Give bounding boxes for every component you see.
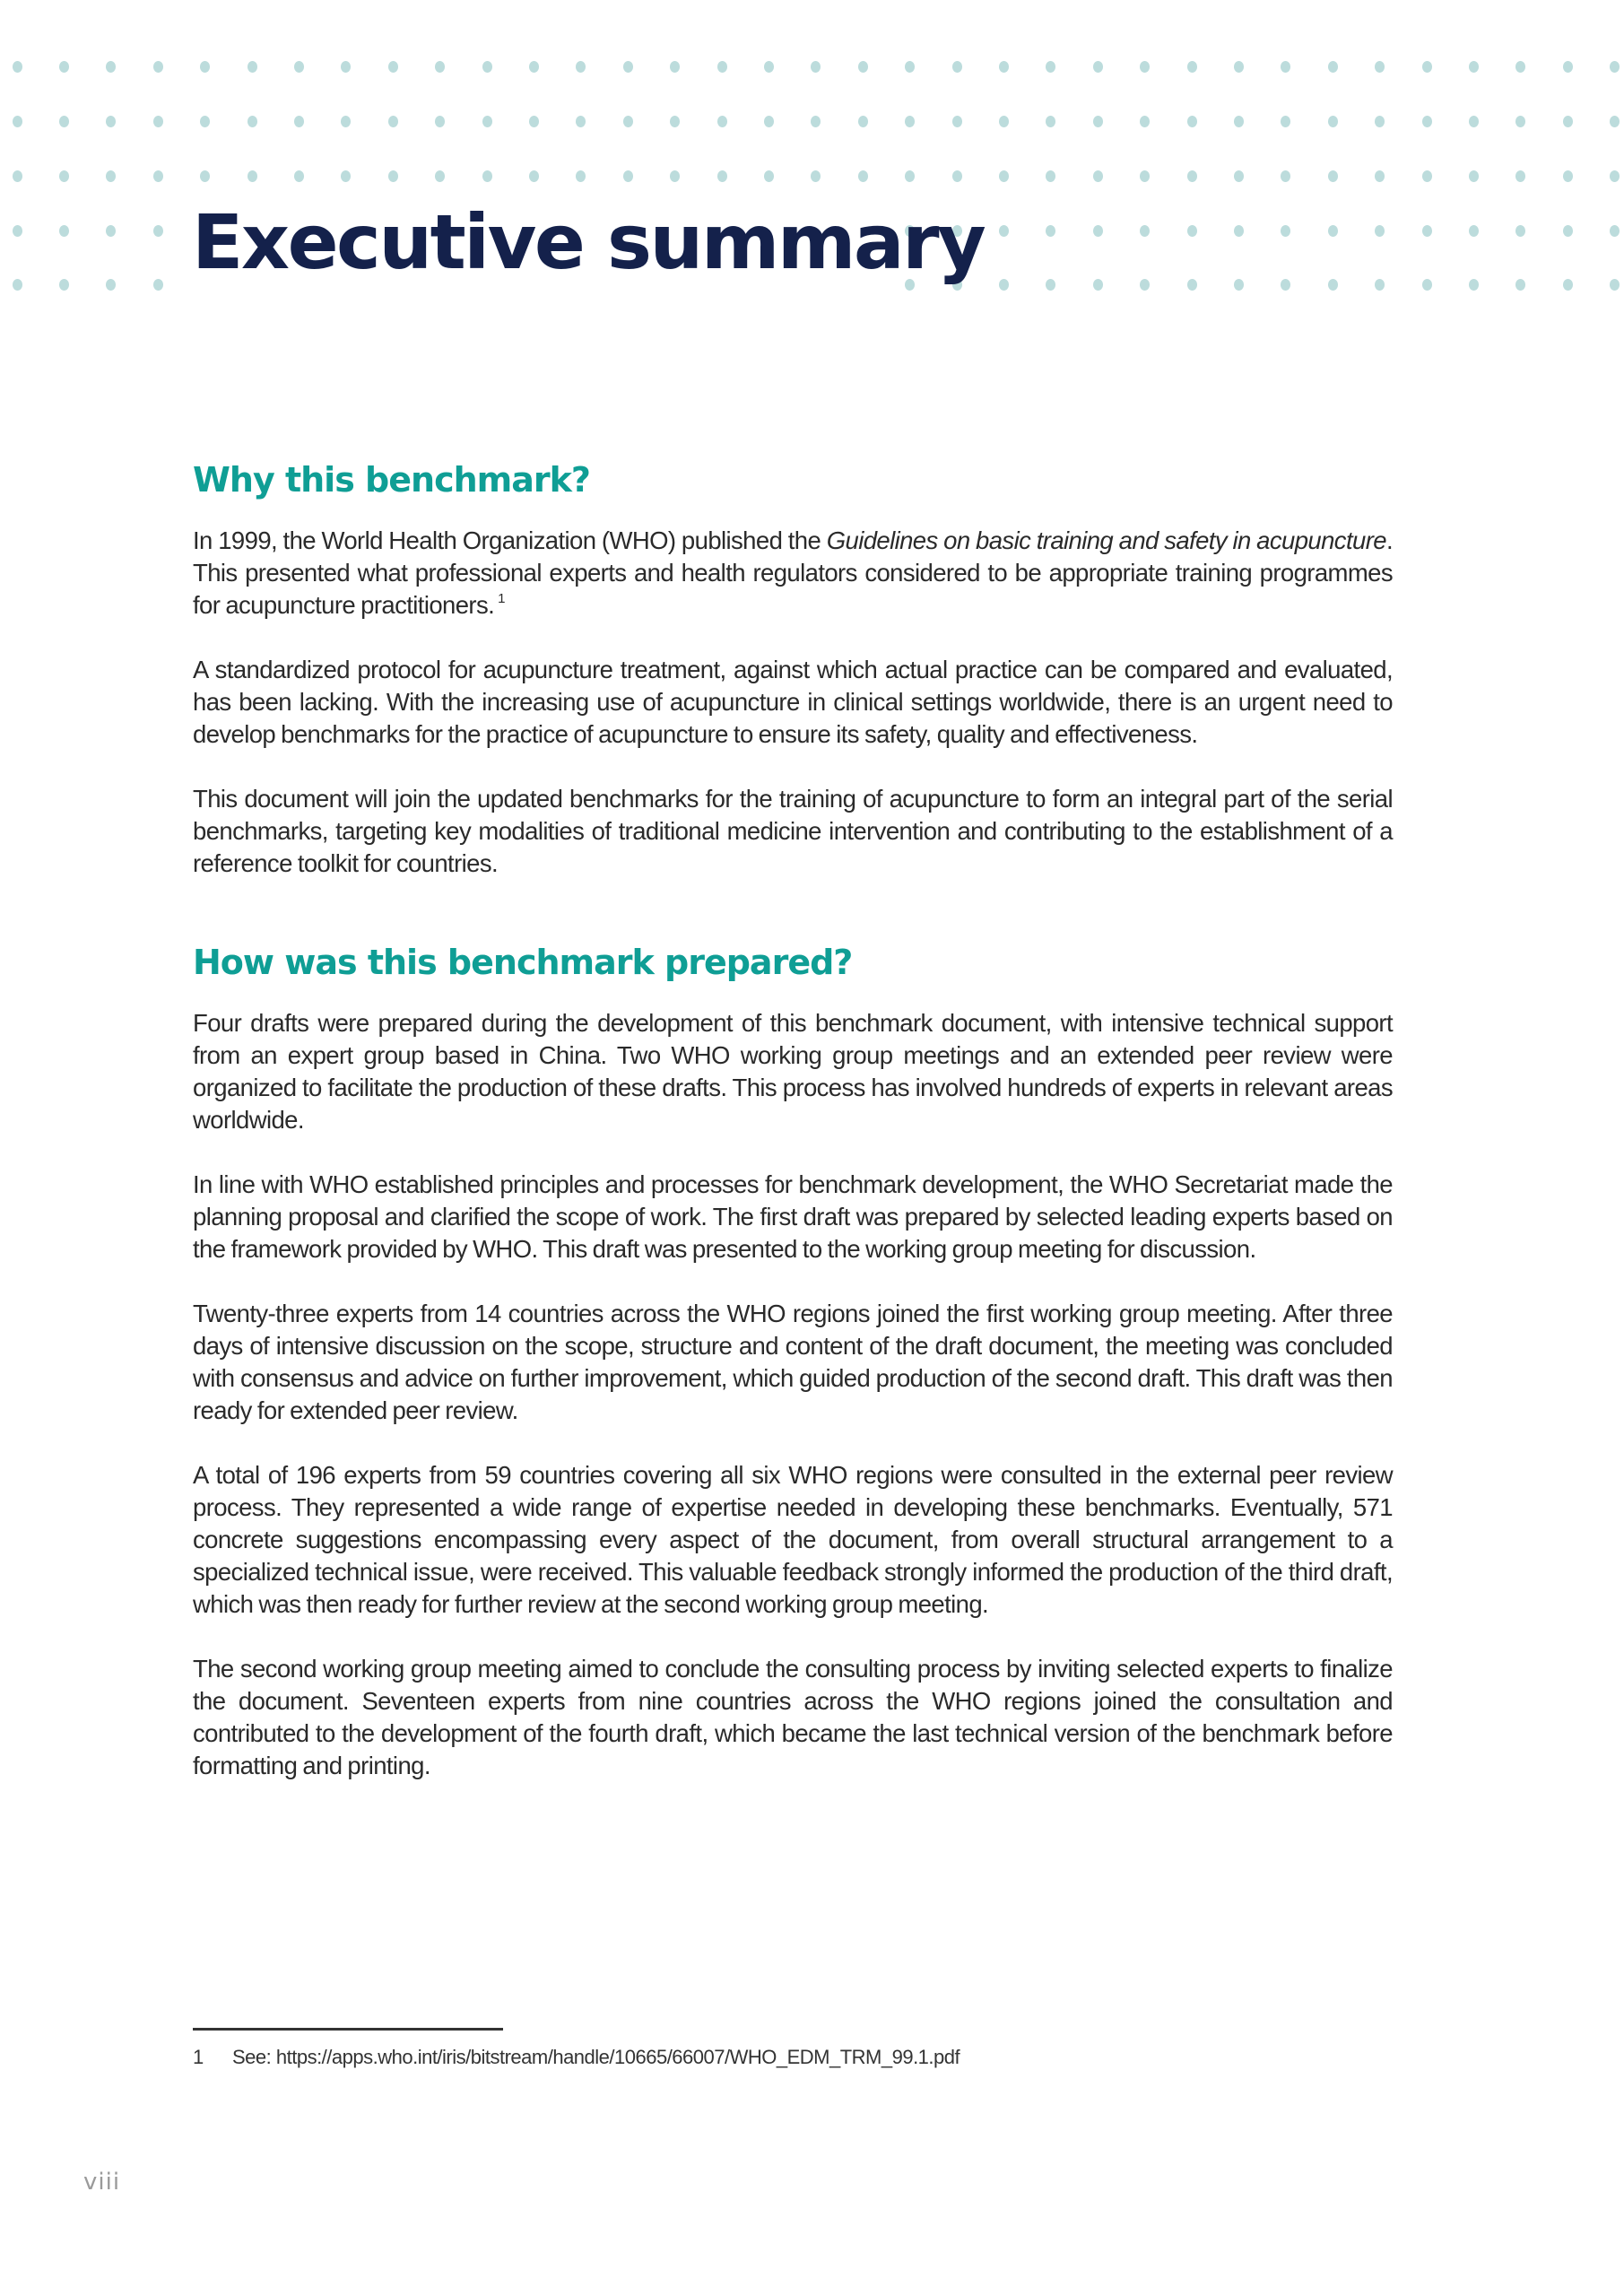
pattern-dot: [1140, 279, 1150, 291]
pattern-dot: [1422, 225, 1432, 237]
pattern-dot: [1515, 225, 1525, 237]
pattern-dot: [1515, 170, 1525, 182]
pattern-dot: [1093, 61, 1103, 73]
pattern-dot: [1046, 116, 1055, 127]
pattern-dot: [482, 116, 492, 127]
pattern-dot: [1375, 225, 1385, 237]
pattern-dot: [999, 170, 1009, 182]
main-content: [193, 453, 1393, 1782]
pattern-dot: [153, 225, 163, 237]
page-number: viii: [83, 2169, 121, 2196]
pattern-dot: [106, 279, 116, 291]
pattern-dot: [435, 116, 445, 127]
pattern-dot: [1375, 116, 1385, 127]
pattern-dot: [999, 279, 1009, 291]
footnote-divider: [193, 2028, 503, 2031]
pattern-dot: [1187, 170, 1197, 182]
pattern-dot: [905, 116, 915, 127]
pattern-dot: [59, 225, 69, 237]
paragraph: The second working group meeting aimed to conclude the consulting process by inviting selected experts to finalize the document. Seventeen experts from nine countries across the WHO regions joined the consultation and contributed to the development of the fourth draft, which became the last technical version of the benchmark before formatting and printing.: [193, 1655, 1393, 1779]
pattern-dot: [59, 116, 69, 127]
pattern-dot: [1046, 225, 1055, 237]
pattern-dot: [1234, 225, 1244, 237]
section-why-this-benchmark: [193, 453, 1393, 880]
pattern-dot: [1515, 116, 1525, 127]
section-heading: Why this benchmark?: [193, 460, 590, 500]
pattern-dot: [200, 61, 210, 73]
pattern-dot: [1187, 279, 1197, 291]
pattern-dot: [1469, 61, 1479, 73]
pattern-dot: [1093, 279, 1103, 291]
footnote-link[interactable]: See: https://apps.who.int/iris/bitstream/handle/10665/66007/WHO_EDM_TRM_99.1.pdf: [232, 2046, 960, 2068]
pattern-dot: [1610, 279, 1620, 291]
pattern-dot: [717, 116, 727, 127]
pattern-dot: [106, 61, 116, 73]
pattern-dot: [1422, 116, 1432, 127]
pattern-dot: [623, 61, 633, 73]
pattern-dot: [905, 170, 915, 182]
pattern-dot: [59, 279, 69, 291]
pattern-dot: [1140, 116, 1150, 127]
pattern-dot: [529, 61, 539, 73]
footnote: [193, 2044, 960, 2071]
pattern-dot: [1469, 170, 1479, 182]
pattern-dot: [1046, 61, 1055, 73]
paragraph-text: In 1999, the World Health Organization (WHO) published the: [193, 526, 827, 554]
pattern-dot: [1187, 61, 1197, 73]
pattern-dot: [13, 170, 22, 182]
pattern-dot: [1328, 279, 1338, 291]
pattern-dot: [858, 61, 868, 73]
pattern-dot: [1046, 279, 1055, 291]
pattern-dot: [1610, 170, 1620, 182]
paragraph-text: . This presented what professional experts and health regulators considered to be appropriate training programmes for acupuncture practitioners.: [193, 526, 1393, 619]
pattern-dot: [764, 116, 774, 127]
pattern-dot: [576, 116, 586, 127]
pattern-dot: [1093, 225, 1103, 237]
pattern-dot: [1140, 61, 1150, 73]
pattern-dot: [1187, 225, 1197, 237]
pattern-dot: [1140, 170, 1150, 182]
pattern-dot: [623, 170, 633, 182]
pattern-dot: [858, 116, 868, 127]
pattern-dot: [999, 116, 1009, 127]
pattern-dot: [13, 279, 22, 291]
pattern-dot: [1281, 279, 1290, 291]
paragraph: [193, 525, 1393, 622]
pattern-dot: [1046, 170, 1055, 182]
pattern-dot: [248, 61, 257, 73]
pattern-dot: [1515, 279, 1525, 291]
pattern-dot: [999, 225, 1009, 237]
pattern-dot: [858, 170, 868, 182]
pattern-dot: [999, 61, 1009, 73]
pattern-dot: [200, 170, 210, 182]
pattern-dot: [1281, 61, 1290, 73]
pattern-dot: [1281, 170, 1290, 182]
pattern-dot: [341, 170, 351, 182]
pattern-dot: [106, 225, 116, 237]
pattern-dot: [811, 61, 821, 73]
paragraph: Twenty-three experts from 14 countries across the WHO regions joined the first working group meeting. After three days of intensive discussion on the scope, structure and content of the draft document, the meeting was concluded with consensus and advice on further improvement, which guided production of the second draft. This draft was then ready for extended peer review.: [193, 1300, 1393, 1424]
page-title: Executive summary: [192, 198, 985, 286]
pattern-dot: [1093, 170, 1103, 182]
pattern-dot: [811, 170, 821, 182]
pattern-dot: [1610, 116, 1620, 127]
guidelines-title: Guidelines on basic training and safety in acupuncture: [826, 526, 1386, 554]
pattern-dot: [529, 116, 539, 127]
pattern-dot: [623, 116, 633, 127]
pattern-dot: [341, 116, 351, 127]
pattern-dot: [952, 116, 962, 127]
pattern-dot: [294, 116, 304, 127]
pattern-dot: [13, 225, 22, 237]
paragraph: In line with WHO established principles and processes for benchmark development, the WHO Secretariat made the planning proposal and clarified the scope of work. The first draft was prepared by selected leading experts based on the framework provided by WHO. This draft was presented to the working group meeting for discussion.: [193, 1170, 1393, 1263]
pattern-dot: [811, 116, 821, 127]
pattern-dot: [1563, 61, 1573, 73]
pattern-dot: [388, 170, 398, 182]
pattern-dot: [1234, 61, 1244, 73]
paragraph: This document will join the updated benchmarks for the training of acupuncture to form an integral part of the serial benchmarks, targeting key modalities of traditional medicine intervention and contributing to the establishment of a reference toolkit for countries.: [193, 785, 1393, 877]
pattern-dot: [106, 170, 116, 182]
pattern-dot: [670, 61, 680, 73]
pattern-dot: [153, 279, 163, 291]
pattern-dot: [388, 116, 398, 127]
pattern-dot: [1610, 225, 1620, 237]
pattern-dot: [59, 170, 69, 182]
pattern-dot: [1281, 225, 1290, 237]
pattern-dot: [1234, 279, 1244, 291]
paragraph: Four drafts were prepared during the development of this benchmark document, with intensive technical support from an expert group based in China. Two WHO working group meetings and an extended peer review were organized to facilitate the production of these drafts. This process has involved hundreds of experts in relevant areas worldwide.: [193, 1009, 1393, 1134]
footnote-number: 1: [193, 2046, 204, 2068]
pattern-dot: [1563, 279, 1573, 291]
pattern-dot: [435, 170, 445, 182]
pattern-dot: [717, 61, 727, 73]
pattern-dot: [1563, 170, 1573, 182]
paragraph: A total of 196 experts from 59 countries covering all six WHO regions were consulted in the external peer review process. They represented a wide range of expertise needed in developing these benchmarks. Eventually, 571 concrete suggestions encompassing every aspect of the document, from overall structural arrangement to a specialized technical issue, were received. This valuable feedback strongly informed the production of the third draft, which was then ready for further review at the second working group meeting.: [193, 1461, 1393, 1618]
pattern-dot: [1234, 170, 1244, 182]
pattern-dot: [952, 61, 962, 73]
pattern-dot: [1093, 116, 1103, 127]
pattern-dot: [153, 61, 163, 73]
pattern-dot: [1328, 225, 1338, 237]
pattern-dot: [1281, 116, 1290, 127]
pattern-dot: [388, 61, 398, 73]
pattern-dot: [13, 61, 22, 73]
pattern-dot: [248, 116, 257, 127]
pattern-dot: [670, 170, 680, 182]
pattern-dot: [1328, 170, 1338, 182]
pattern-dot: [294, 61, 304, 73]
pattern-dot: [1469, 279, 1479, 291]
pattern-dot: [1422, 279, 1432, 291]
pattern-dot: [1469, 116, 1479, 127]
section-heading: How was this benchmark prepared?: [193, 943, 853, 982]
pattern-dot: [13, 116, 22, 127]
pattern-dot: [482, 170, 492, 182]
pattern-dot: [670, 116, 680, 127]
pattern-dot: [1515, 61, 1525, 73]
pattern-dot: [1140, 225, 1150, 237]
pattern-dot: [294, 170, 304, 182]
pattern-dot: [576, 61, 586, 73]
paragraph: A standardized protocol for acupuncture treatment, against which actual practice can be compared and evaluated, has been lacking. With the increasing use of acupuncture in clinical settings worldwide, there is an urgent need to develop benchmarks for the practice of acupuncture to ensure its safety, quality and effectiveness.: [193, 656, 1393, 748]
pattern-dot: [482, 61, 492, 73]
pattern-dot: [1328, 61, 1338, 73]
pattern-dot: [1469, 225, 1479, 237]
pattern-dot: [200, 116, 210, 127]
pattern-dot: [1610, 61, 1620, 73]
pattern-dot: [529, 170, 539, 182]
pattern-dot: [248, 170, 257, 182]
pattern-dot: [1328, 116, 1338, 127]
pattern-dot: [576, 170, 586, 182]
pattern-dot: [717, 170, 727, 182]
footnote-ref[interactable]: 1: [498, 591, 505, 606]
pattern-dot: [952, 170, 962, 182]
pattern-dot: [1375, 170, 1385, 182]
pattern-dot: [341, 61, 351, 73]
pattern-dot: [1563, 116, 1573, 127]
pattern-dot: [106, 116, 116, 127]
section-how-prepared: [193, 935, 1393, 1782]
pattern-dot: [1375, 279, 1385, 291]
pattern-dot: [764, 170, 774, 182]
pattern-dot: [1563, 225, 1573, 237]
pattern-dot: [1187, 116, 1197, 127]
pattern-dot: [59, 61, 69, 73]
pattern-dot: [1234, 116, 1244, 127]
pattern-dot: [905, 61, 915, 73]
pattern-dot: [153, 170, 163, 182]
pattern-dot: [764, 61, 774, 73]
pattern-dot: [153, 116, 163, 127]
pattern-dot: [1422, 61, 1432, 73]
pattern-dot: [435, 61, 445, 73]
pattern-dot: [1375, 61, 1385, 73]
pattern-dot: [1422, 170, 1432, 182]
